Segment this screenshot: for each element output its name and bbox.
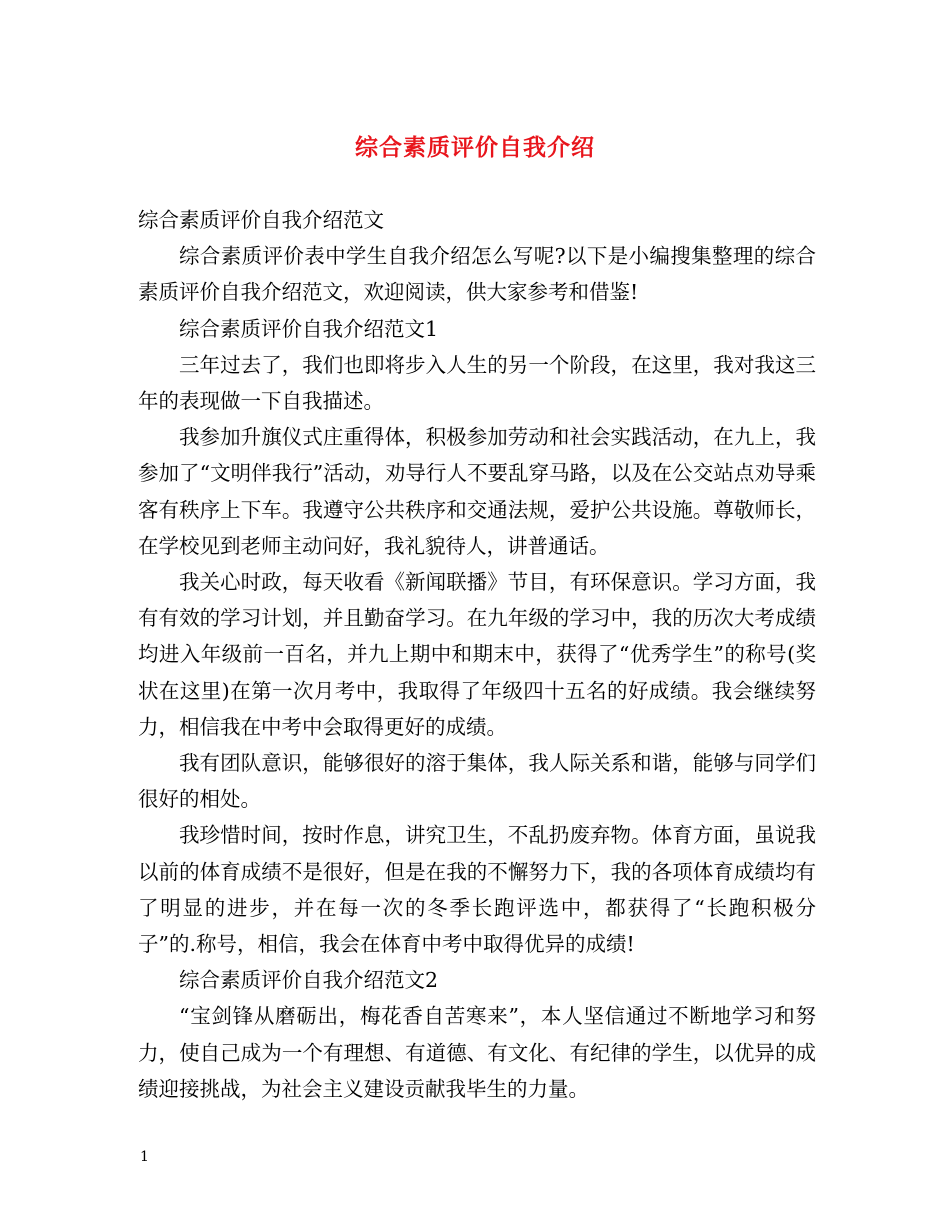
body-paragraph: 综合素质评价自我介绍范文2: [179, 968, 439, 993]
body-paragraph: 综合素质评价表中学生自我介绍怎么写呢?以下是小编搜集整理的综合素质评价自我介绍范文，欢迎阅读，供大家参考和借鉴!: [138, 244, 816, 305]
body-paragraph: 我关心时政，每天收看《新闻联播》节目，有环保意识。学习方面，我有有效的学习计划，并且勤奋学习。在九年级的学习中，我的历次大考成绩均进入年级前一百名，并九上期中和期末中，获得了“优秀学生”的称号(奖状在这里)在第一次月考中，我取得了年级四十五名的好成绩。我会继续努力，相信我在中考中会取得更好的成绩。: [138, 570, 816, 739]
page-number: 1: [140, 1149, 149, 1165]
body-paragraph: 我珍惜时间，按时作息，讲究卫生，不乱扔废弃物。体育方面，虽说我以前的体育成绩不是很好，但是在我的不懈努力下，我的各项体育成绩均有了明显的进步，并在每一次的冬季长跑评选中，都获得了“长跑积极分子”的.称号，相信，我会在体育中考中取得优异的成绩!: [138, 823, 816, 957]
body-paragraph: 三年过去了，我们也即将步入人生的另一个阶段，在这里，我对我这三年的表现做一下自我描述。: [138, 352, 816, 414]
body-paragraph: 我参加升旗仪式庄重得体，积极参加劳动和社会实践活动，在九上，我参加了“文明伴我行”活动，劝导行人不要乱穿马路，以及在公交站点劝导乘客有秩序上下车。我遵守公共秩序和交通法规，爱护公共设施。尊敬师长，在学校见到老师主动问好，我礼貌待人，讲普通话。: [138, 425, 816, 558]
body-paragraph: “宝剑锋从磨砺出，梅花香自苦寒来”，本人坚信通过不断地学习和努力，使自己成为一个有理想、有道德、有文化、有纪律的学生，以优异的成绩迎接挑战，为社会主义建设贡献我毕生的力量。: [138, 1004, 816, 1101]
document-title: 综合素质评价自我介绍: [355, 134, 595, 161]
body-paragraph: 综合素质评价自我介绍范文1: [179, 316, 439, 341]
body-paragraph: 我有团队意识，能够很好的溶于集体，我人际关系和谐，能够与同学们很好的相处。: [138, 751, 816, 812]
body-paragraph: 综合素质评价自我介绍范文: [138, 208, 384, 232]
document-body: [138, 202, 816, 1107]
